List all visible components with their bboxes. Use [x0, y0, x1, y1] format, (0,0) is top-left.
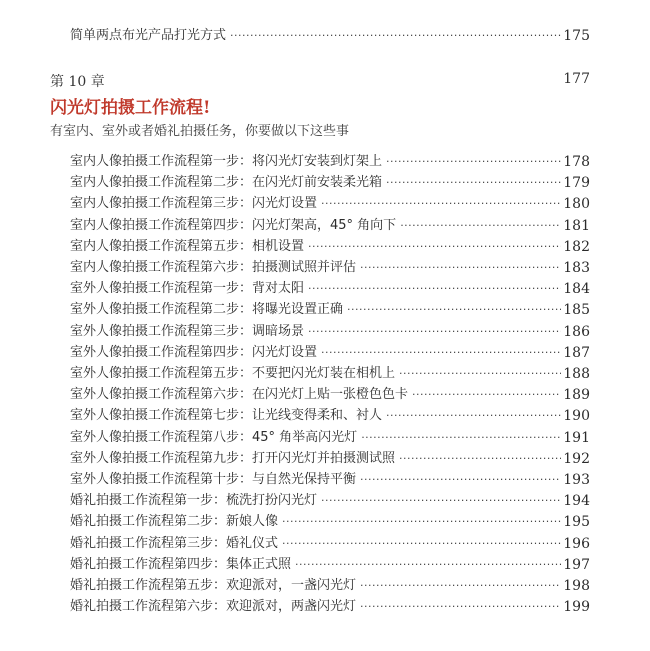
toc-entry-title: 婚礼拍摄工作流程第四步：集体正式照: [70, 556, 292, 572]
dot-leader: [321, 196, 561, 212]
toc-entry-page: 182: [563, 238, 590, 255]
toc-entry-title: 室内人像拍摄工作流程第三步：闪光灯设置: [70, 196, 318, 212]
toc-entry[interactable]: [70, 192, 590, 212]
dot-leader: [347, 302, 561, 318]
toc-entry[interactable]: [70, 341, 590, 361]
toc-entry-page: 196: [563, 535, 590, 552]
dot-leader: [321, 345, 561, 361]
toc-entry-page: 183: [563, 260, 590, 276]
toc-entry-title: 室外人像拍摄工作流程第五步：不要把闪光灯装在相机上: [70, 366, 396, 381]
toc-entry-page: 199: [563, 599, 590, 616]
toc-entry-page: 181: [563, 217, 590, 234]
dot-leader: [361, 430, 561, 446]
toc-entry-page: 187: [563, 344, 590, 361]
toc-entry[interactable]: [70, 532, 590, 552]
toc-entry-title: 婚礼拍摄工作流程第六步：欢迎派对，两盏闪光灯: [70, 599, 357, 615]
toc-entry-title: 室内人像拍摄工作流程第五步：相机设置: [70, 238, 305, 254]
toc-entry-title: 室外人像拍摄工作流程第七步：让光线变得柔和、衬人: [70, 408, 383, 424]
toc-entry-page: 190: [563, 408, 590, 425]
toc-entry[interactable]: [70, 510, 590, 530]
toc-entry-page: 178: [563, 154, 590, 170]
toc-entry[interactable]: [70, 595, 590, 615]
dot-leader: [386, 175, 561, 191]
toc-entry[interactable]: [70, 404, 590, 424]
toc-entry[interactable]: [70, 574, 590, 594]
toc-entry-page: 198: [563, 578, 590, 594]
toc-entry-page: 188: [563, 366, 590, 382]
toc-entry[interactable]: [70, 256, 590, 276]
toc-entry[interactable]: [70, 214, 590, 234]
chapter-page: 177: [563, 71, 590, 87]
dot-leader: [400, 218, 561, 234]
toc-entry[interactable]: [70, 235, 590, 255]
toc-entry-page: 191: [563, 429, 590, 446]
toc-entry-prev[interactable]: [70, 24, 590, 44]
dot-leader: [386, 408, 561, 424]
dot-leader: [399, 451, 561, 467]
toc-entry[interactable]: [70, 171, 590, 191]
toc-entry-title: 婚礼拍摄工作流程第三步：婚礼仪式: [70, 535, 279, 551]
toc-entry-title: 室内人像拍摄工作流程第四步：闪光灯架高，45° 角向下: [70, 217, 397, 233]
toc-entry[interactable]: [70, 362, 590, 382]
dot-leader: [308, 324, 561, 340]
toc-entry[interactable]: [70, 447, 590, 467]
toc-entry-page: 197: [563, 556, 590, 573]
chapter-number: 第 10 章: [50, 74, 105, 90]
toc-entry-title: 室外人像拍摄工作流程第一步：背对太阳: [70, 281, 305, 297]
dot-leader: [360, 578, 561, 594]
chapter-title[interactable]: 闪光灯拍摄工作流程!: [50, 98, 211, 118]
toc-entry-title: 室内人像拍摄工作流程第六步：拍摄测试照并评估: [70, 260, 357, 275]
toc-entry[interactable]: [70, 383, 590, 403]
chapter-subtitle: 有室内、室外或者婚礼拍摄任务，你要做以下这些事: [50, 124, 350, 139]
toc-entry[interactable]: [70, 489, 590, 509]
toc-entry-page: 193: [563, 472, 590, 488]
dot-leader: [282, 514, 561, 530]
toc-entry-title: 室外人像拍摄工作流程第十步：与自然光保持平衡: [70, 472, 357, 487]
toc-entry-page: 185: [563, 302, 590, 319]
toc-entry[interactable]: [70, 426, 590, 446]
dot-leader: [360, 260, 561, 276]
dot-leader: [412, 387, 561, 403]
toc-entry-page: 180: [563, 196, 590, 213]
dot-leader: [360, 599, 561, 615]
dot-leader: [399, 366, 561, 382]
toc-entry-title: 婚礼拍摄工作流程第五步：欢迎派对，一盏闪光灯: [70, 578, 357, 593]
toc-entry-page: 184: [563, 281, 590, 298]
toc-entry-page: 186: [563, 323, 590, 340]
dot-leader: [308, 239, 561, 255]
toc-entry-title: 婚礼拍摄工作流程第二步：新娘人像: [70, 514, 279, 530]
dot-leader: [230, 28, 561, 44]
dot-leader: [295, 557, 561, 573]
toc-entry[interactable]: [70, 320, 590, 340]
toc-entry-page: 195: [563, 514, 590, 531]
dot-leader: [360, 472, 561, 488]
dot-leader: [386, 154, 561, 170]
dot-leader: [282, 536, 561, 552]
toc-entry-title: 室内人像拍摄工作流程第二步：在闪光灯前安装柔光箱: [70, 175, 383, 191]
toc-entry[interactable]: [70, 553, 590, 573]
toc-entry[interactable]: [70, 468, 590, 488]
toc-entry-page: 194: [563, 493, 590, 510]
toc-entry-title: 室外人像拍摄工作流程第八步：45° 角举高闪光灯: [70, 429, 358, 445]
toc-entry-page: 192: [563, 450, 590, 467]
toc-entry-title: 室外人像拍摄工作流程第四步：闪光灯设置: [70, 344, 318, 360]
toc-entry-title: 室外人像拍摄工作流程第二步：将曝光设置正确: [70, 302, 344, 318]
toc-entry-title: 室外人像拍摄工作流程第九步：打开闪光灯并拍摄测试照: [70, 450, 396, 466]
toc-entry[interactable]: [70, 150, 590, 170]
toc-entry-page: 189: [563, 387, 590, 404]
dot-leader: [321, 493, 561, 509]
toc-entry-page: 175: [563, 28, 590, 44]
toc-entry-title: 简单两点布光产品打光方式: [70, 28, 227, 43]
toc-entry[interactable]: [70, 277, 590, 297]
dot-leader: [308, 281, 561, 297]
toc-entry[interactable]: [70, 298, 590, 318]
toc-entry-title: 室内人像拍摄工作流程第一步：将闪光灯安装到灯架上: [70, 154, 383, 169]
toc-entry-page: 179: [563, 175, 590, 192]
toc-entry-title: 室外人像拍摄工作流程第六步：在闪光灯上贴一张橙色色卡: [70, 387, 409, 403]
toc-entry-title: 婚礼拍摄工作流程第一步：梳洗打扮闪光灯: [70, 493, 318, 509]
toc-entry-title: 室外人像拍摄工作流程第三步：调暗场景: [70, 323, 305, 339]
